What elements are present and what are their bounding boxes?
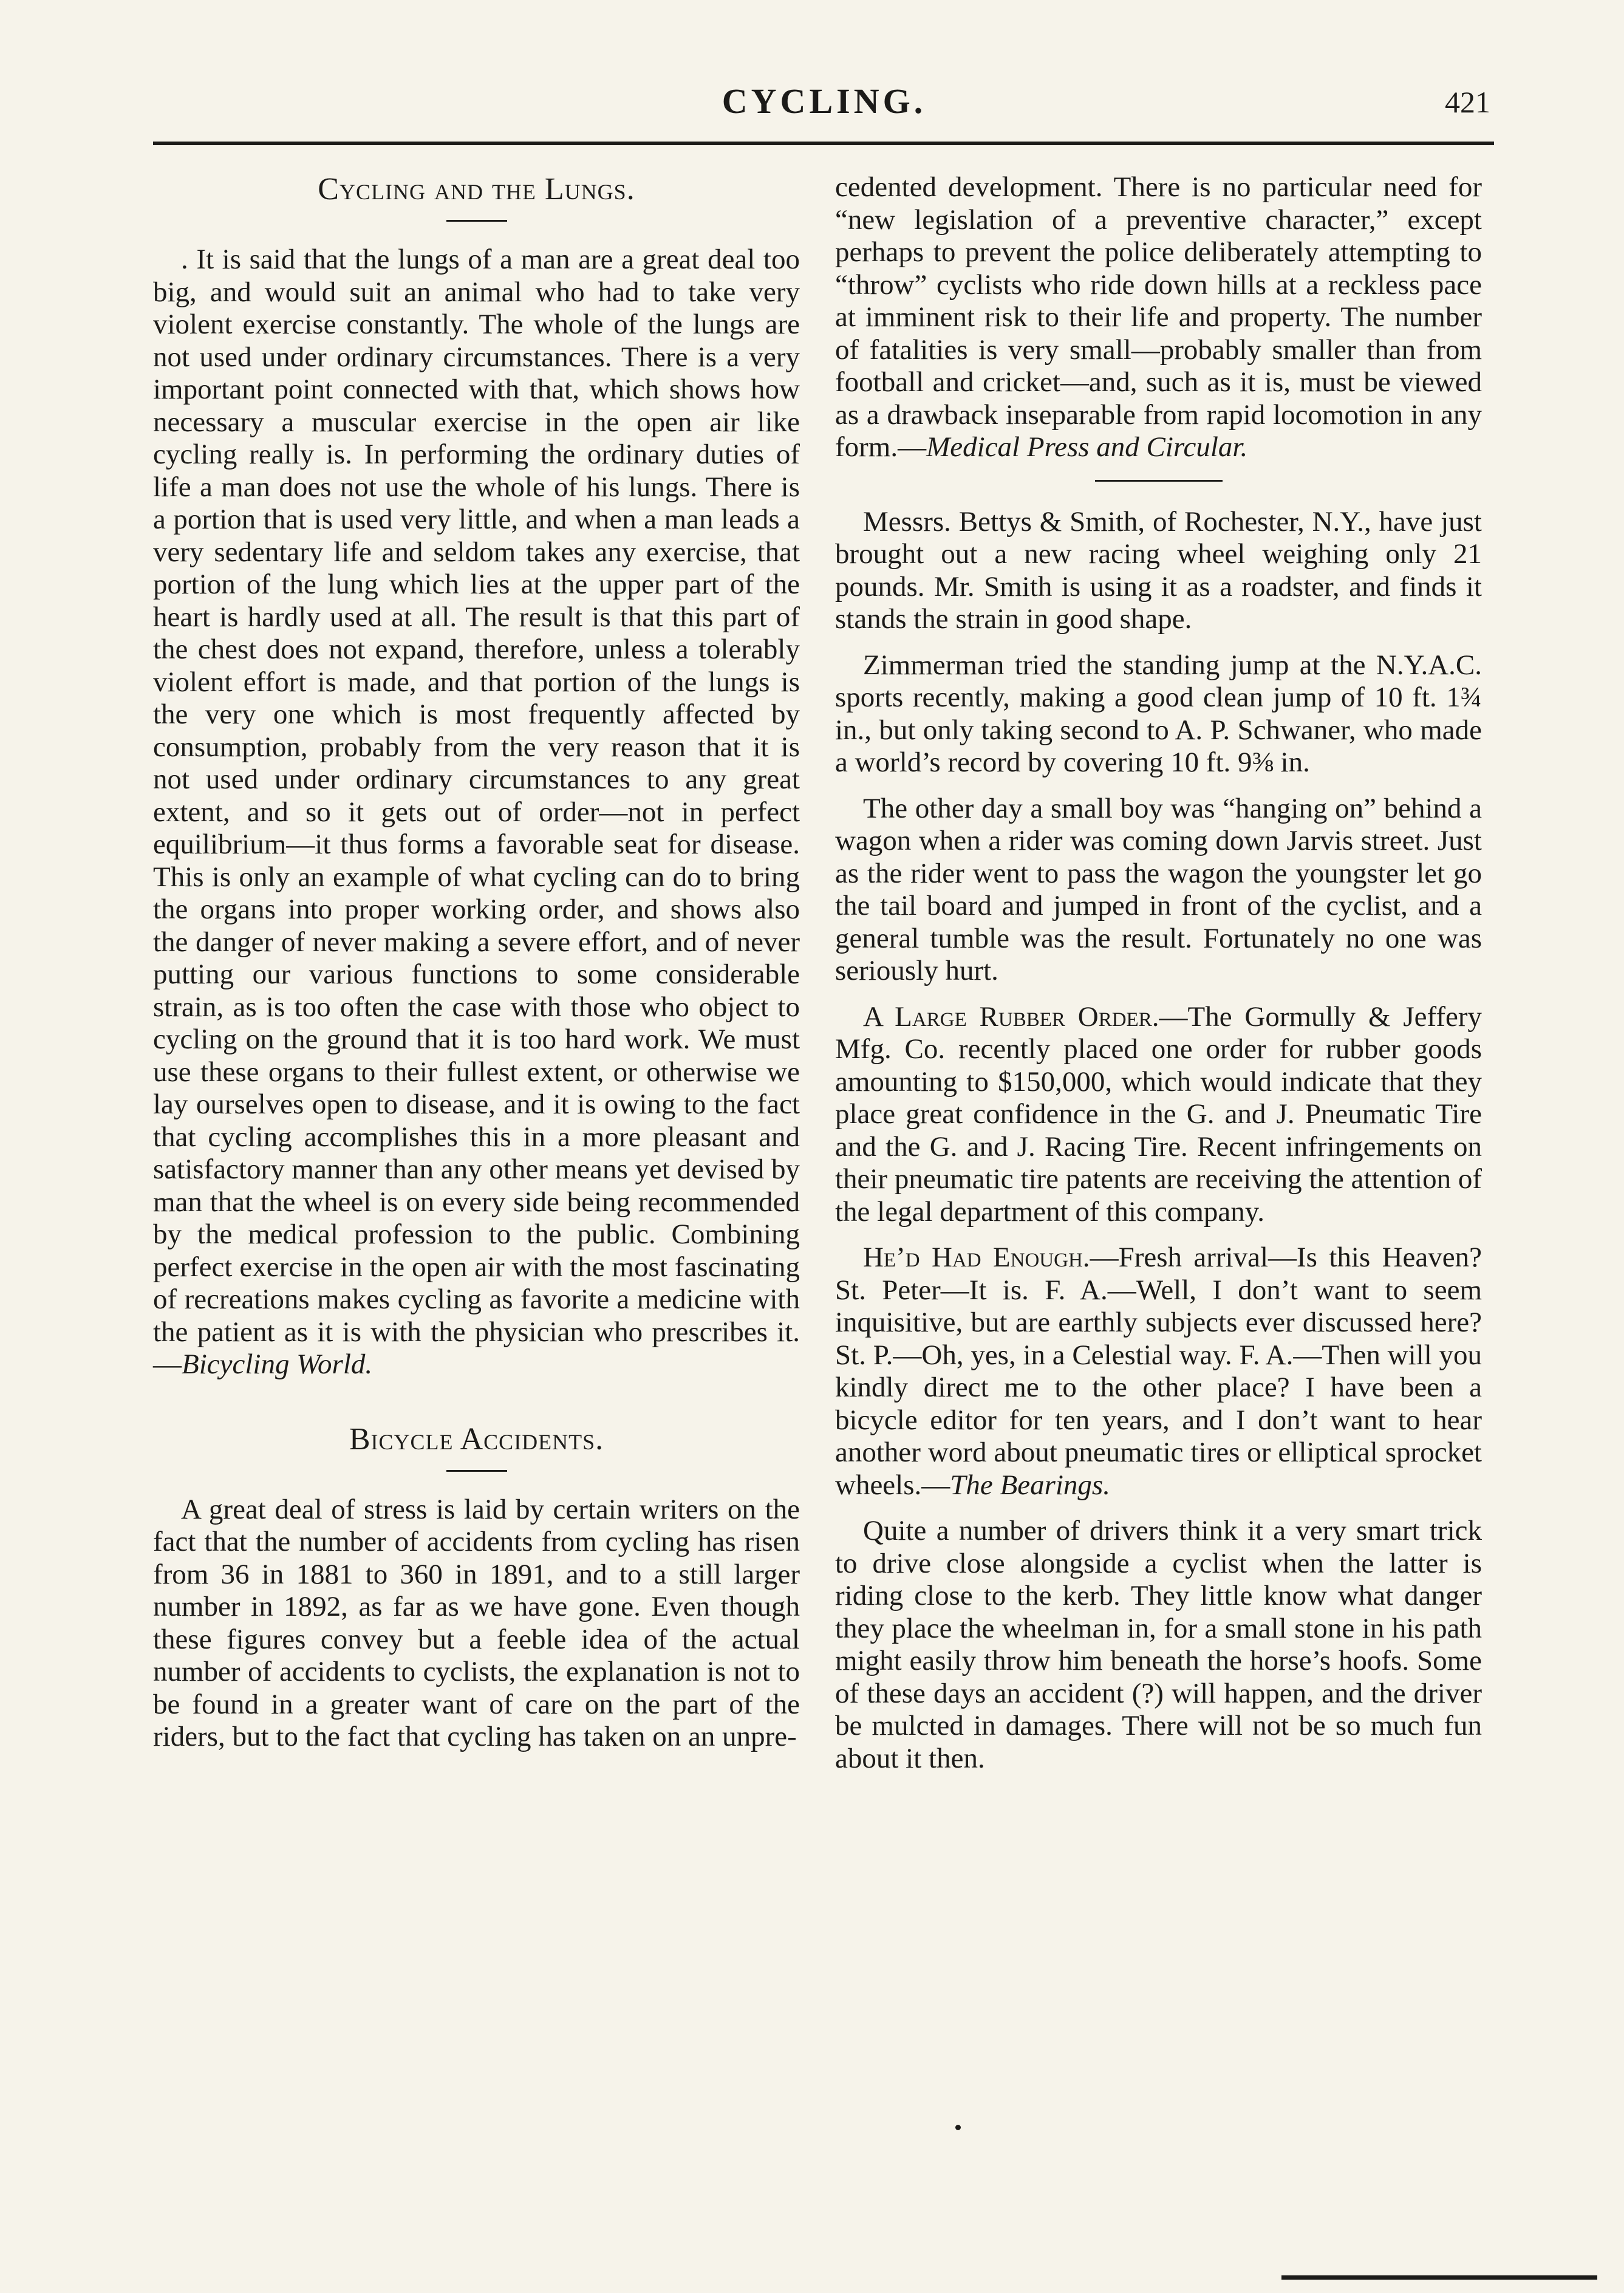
article-title-lungs: Cycling and the Lungs. bbox=[318, 172, 635, 207]
paragraph-small-boy: The other day a small boy was “hanging on” behind a wagon when a rider was coming down Jarvis street. Just as the rider went to pass the wagon the youngster let go the tail board and jumped in front of the cyclist, and a general tumble was the result. Fortunately no one was seriously hurt. bbox=[835, 792, 1482, 986]
title-divider bbox=[446, 1470, 507, 1472]
accidents-continuation bbox=[835, 171, 1482, 464]
bottom-edge-rule bbox=[1281, 2275, 1597, 2280]
left-column bbox=[153, 171, 800, 1767]
article-title-accidents: Bicycle Accidents. bbox=[349, 1421, 604, 1457]
header-rule bbox=[153, 142, 1494, 145]
paragraph-had-enough bbox=[835, 1242, 1482, 1502]
paragraph-rubber-order bbox=[835, 1001, 1482, 1229]
ink-dot bbox=[955, 2125, 961, 2130]
page-number: 421 bbox=[1445, 85, 1490, 119]
continuation-text: cedented development. There is no particular need for “new legislation of a preventive character,” except perhaps to prevent the police deliberately attempting to “throw” cyclists who ride down hills at a reckless pace at imminent risk to their life and property. The number of fatalities is very small—probably smaller than from football and cricket—and, such as it is, must be viewed as a drawback inseparable from rapid locomotion in any form.— bbox=[835, 171, 1482, 463]
section-divider bbox=[1095, 480, 1223, 482]
paragraph-bettys-smith: Messrs. Bettys & Smith, of Rochester, N.Y., have just brought out a new racing wheel weighing only 21 pounds. Mr. Smith is using it as a roadster, and finds it stands the strain in good shape. bbox=[835, 505, 1482, 635]
paragraph-zimmerman: Zimmerman tried the standing jump at the N.Y.A.C. sports recently, making a good clean jump of 10 ft. 1¾ in., but only taking second to A. P. Schwaner, who made a world’s record by covering 10 ft. 9⅜ in. bbox=[835, 649, 1482, 778]
publication-title: CYCLING. bbox=[722, 81, 927, 121]
rubber-order-text: —The Gormully & Jeffery Mfg. Co. recently placed one order for rubber goods amounting to $150,000, which would indicate that they place great confidence in the G. and J. Pneumatic Tire and the G. and J. Racing Tire. Recent infringements on their pneumatic tire patents are receiving the attention of the legal department of this company. bbox=[835, 1000, 1482, 1228]
page-header bbox=[158, 76, 1490, 131]
paragraph-drivers: Quite a number of drivers think it a very smart trick to drive close alongside a cyclist when the latter is riding close to the kerb. They little know what danger they place the wheelman in, for a small stone in his path might easily throw him beneath the horse’s hoofs. Some of these days an accident (?) will happen, and the driver be mulcted in damages. There will not be so much fun about it then. bbox=[835, 1515, 1482, 1774]
had-enough-text: —Fresh arrival—Is this Heaven? St. Peter—It is. F. A.—Well, I don’t want to seem inquisitive, but are earthly subjects ever discussed here? St. P.—Oh, yes, in a Celestial way. F. A.—Then will you kindly direct me to the other place? I have been a bicycle editor for ten years, and I don’t want to hear another word about pneumatic tires or elliptical sprocket wheels.— bbox=[835, 1242, 1482, 1501]
had-enough-lead: He’d Had Enough. bbox=[863, 1242, 1090, 1273]
continuation-source: Medical Press and Circular. bbox=[926, 431, 1248, 463]
article-body-lungs bbox=[153, 244, 800, 1381]
lungs-text: . It is said that the lungs of a man are a great deal too big, and would suit an animal who had to take very violent exercise constantly. The whole of the lungs are not used under ordinary circumstances. There is a very important point connected with that, which shows how necessary a muscular exercise in the open air like cycling really is. In performing the ordinary duties of life a man does not use the whole of his lungs. There is a portion that is used very little, and when a man leads a very sedentary life and seldom takes any exercise, that portion of the lung which lies at the upper part of the heart is hardly used at all. The result is that this part of the chest does not expand, therefore, unless a tolerably violent effort is made, and that portion of the lungs is the very one which is most frequently affected by consumption, probably from the very reason that it is not used under ordinary circumstances to any great extent, and so it gets out of order—not in perfect equilibrium—it thus forms a favorable seat for disease. This is only an example of what cycling can do to bring the organs into proper working order, and shows also the danger of never making a severe effort, and of never putting our various functions to some considerable strain, as is too often the case with those who object to cycling on the ground that it is too hard work. We must use these organs to their fullest extent, or otherwise we lay ourselves open to disease, and it is owing to the fact that cycling accomplishes this in a more pleasant and satisfactory manner than any other means yet devised by man that the wheel is on every side being recommended by the medical profession to the public. Combining perfect exercise in the open air with the most fascinating of recreations makes cycling as favorite a medicine with the patient as it is with the physician who prescribes it.— bbox=[153, 244, 800, 1380]
article-body-accidents: A great deal of stress is laid by certain writers on the fact that the number of accidents from cycling has risen from 36 in 1881 to 360 in 1891, and to a still larger number in 1892, as far as we have gone. Even though these figures convey but a feeble idea of the actual number of accidents to cyclists, the explanation is not to be found in a greater want of care on the part of the riders, but to the fact that cycling has taken on an unpre- bbox=[153, 1493, 800, 1752]
lungs-source: Bicycling World. bbox=[182, 1348, 373, 1380]
title-divider bbox=[446, 220, 507, 222]
rubber-order-lead: A Large Rubber Order. bbox=[863, 1000, 1159, 1033]
had-enough-source: The Bearings. bbox=[950, 1469, 1110, 1501]
right-column bbox=[835, 171, 1482, 1788]
